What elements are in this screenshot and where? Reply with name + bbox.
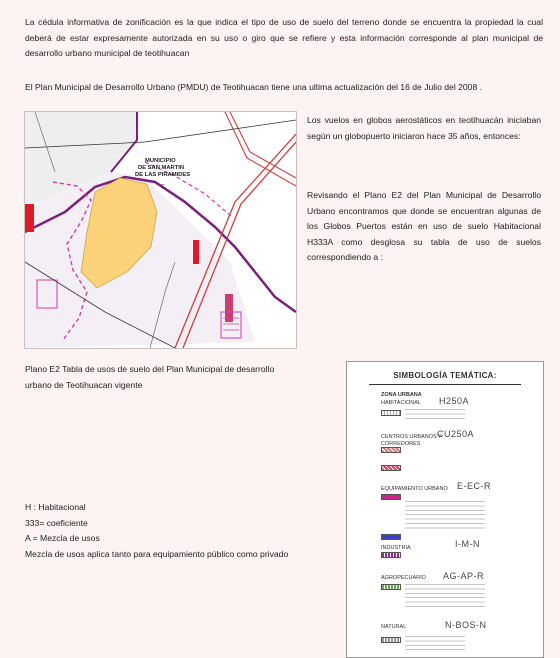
- definition-mixed-use: Mezcla de usos aplica tanto para equipamiento público como privado: [25, 548, 289, 559]
- legend-habitacional-codes: [405, 409, 465, 422]
- legend-code-n-bos-n: N-BOS-N: [445, 620, 487, 630]
- legend-section-zona-urbana: ZONA URBANA: [381, 392, 422, 398]
- legend-section-agropecuario: AGROPECUARIO: [381, 575, 426, 581]
- intro-paragraph: La cédula informativa de zonificación es la que indica el tipo de uso de suelo del terreno donde se encuentra la propiedad la cual deberá de estar expresamente autorizada en su uso o giro que se refiere y esta información corresponde al plan municipal de desarrollo urbano municipal de teotihuacan: [25, 17, 543, 58]
- definition-a: A = Mezcla de usos: [25, 533, 100, 543]
- legend-agropecuario-items: [405, 584, 485, 610]
- plan-e2-paragraph: Revisando el Plano E2 del Plan Municipal de Desarrollo Urbano encontramos que donde se encuentran algunas de los Globos Puertos están en uso de suelo Habitacional H333A como desglosa su tabla de uso de suelos correspondiendo a :: [307, 190, 541, 262]
- legend-section-habitacional: HABITACIONAL: [381, 400, 421, 406]
- legend-swatch-centro-historico: [381, 447, 401, 453]
- legend-swatch-habitacional: [381, 410, 401, 416]
- legend-title: SIMBOLOGÍA TEMÁTICA:: [393, 371, 497, 380]
- zoning-code-definitions: [25, 500, 335, 562]
- legend-code-e-ec-r: E-EC-R: [457, 481, 491, 491]
- legend-code-h250a: H250A: [439, 396, 470, 406]
- legend-code-i-m-n: I-M-N: [455, 539, 480, 549]
- balloon-flights-paragraph: Los vuelos en globos aerostáticos en teotihuacán iniciaban según un globopuerto iniciaron hace 35 años, entonces:: [307, 115, 541, 141]
- pmdu-paragraph: El Plan Municipal de Desarrollo Urbano (PMDU) de Teotihuacan tiene una ultima actualización del 16 de Julio del 2008 .: [25, 82, 483, 92]
- legend-section-equipamiento: EQUIPAMIENTO URBANO: [381, 486, 448, 492]
- legend-swatch-equipamiento-privado: [381, 534, 401, 540]
- legend-swatch-industria: [381, 552, 401, 558]
- legend-swatch-agropecuario: [381, 584, 401, 590]
- map-label-san-martin: DE SAN MARTIN: [138, 165, 185, 171]
- legend-section-industria: INDUSTRIA: [381, 545, 411, 551]
- legend-swatch-equipamiento: [381, 494, 401, 500]
- thematic-legend-image: [346, 361, 544, 658]
- zoning-map-drawing: [25, 112, 296, 348]
- definition-333: 333= coeficiente: [25, 517, 88, 528]
- legend-code-cu250a: CU250A: [437, 429, 475, 439]
- map-label-piramides: DE LAS PIRAMIDES: [135, 172, 191, 178]
- map-label-c: C: [161, 184, 165, 190]
- legend-section-centros-urbanos: CENTROS URBANOS Y CORREDORES: [381, 434, 442, 447]
- plan-e2-caption: Plano E2 Tabla de usos de suelo del Plan Municipal de desarrollo urbano de Teotihuacan vigente: [25, 364, 275, 390]
- legend-code-ag-ap-r: AG-AP-R: [443, 571, 485, 581]
- legend-divider: [369, 384, 521, 385]
- legend-section-natural: NATURAL: [381, 624, 407, 630]
- zoning-map-image: [24, 111, 297, 349]
- legend-swatch-corredor-turistico: [381, 465, 401, 471]
- legend-natural-items: [405, 636, 465, 650]
- definition-h: H : Habitacional: [25, 502, 86, 512]
- legend-swatch-natural: [381, 637, 401, 643]
- map-label-municipio: MUNICIPIO: [145, 158, 176, 164]
- legend-equipamiento-items: [405, 501, 485, 529]
